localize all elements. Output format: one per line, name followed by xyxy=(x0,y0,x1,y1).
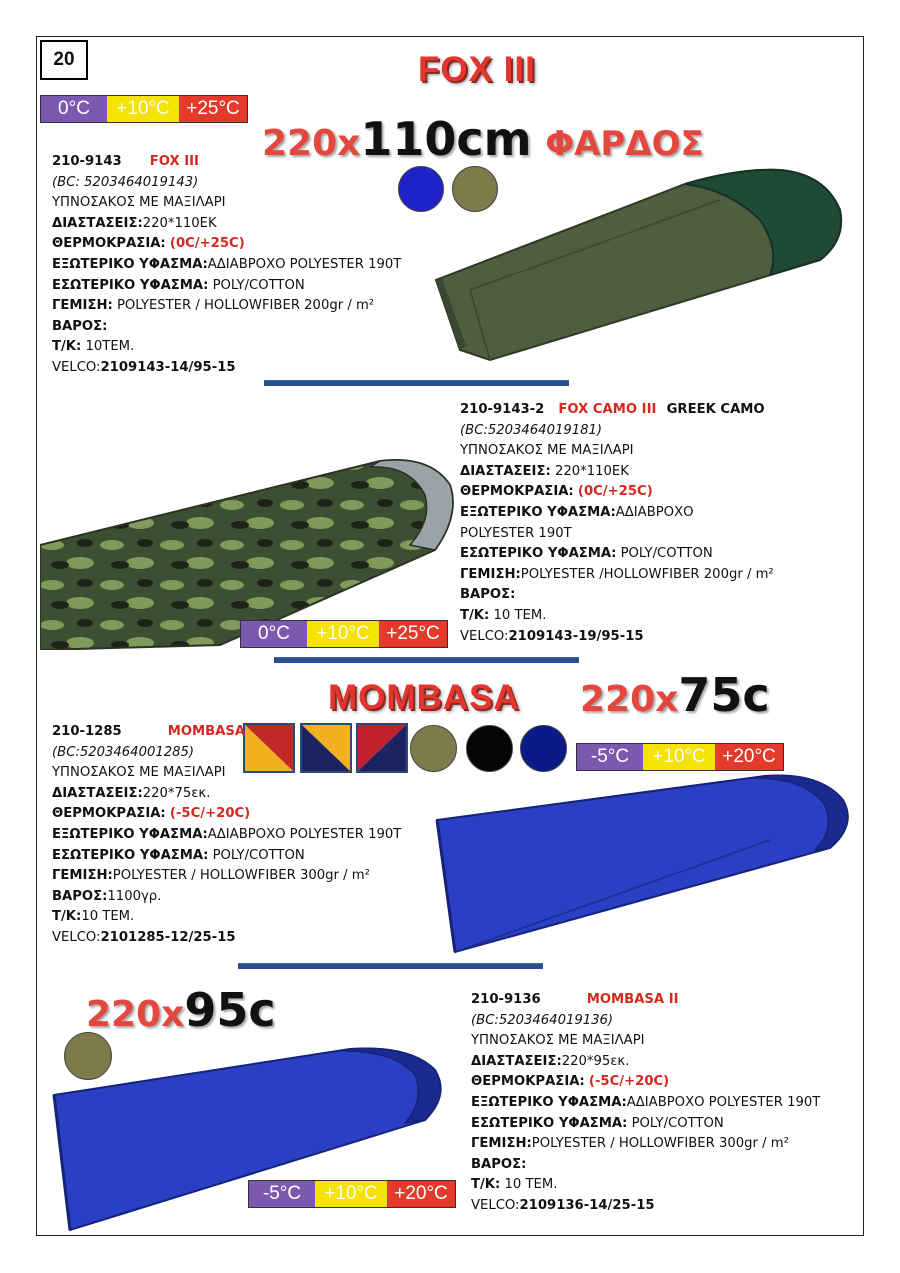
spec-label: ΕΣΩΤΕΡΙΚΟ ΥΦΑΣΜΑ: xyxy=(460,546,617,562)
barcode: (BC:5203464001285) xyxy=(52,744,195,760)
description: ΥΠΝΟΣΑΚΟΣ ΜΕ ΜΑΞΙΛΑΡΙ xyxy=(52,765,226,781)
spec-value: POLY/COTTON xyxy=(627,1115,724,1131)
spec-value: 10ΤΕΜ. xyxy=(81,339,135,355)
product-name: FOX CAMO III xyxy=(558,402,657,417)
temp-seg-cold: 0°C xyxy=(41,96,107,122)
spec-value: ΑΔΙΑΒΡΟΧΟ POLYESTER 190T xyxy=(207,826,402,842)
spec-value: POLYESTER / HOLLOWFIBER 300gr / m² xyxy=(112,868,370,884)
temp-bar-camo xyxy=(240,620,448,648)
spec-value: POLYESTER / HOLLOWFIBER 200gr / m² xyxy=(112,298,375,314)
product-name: FOX III xyxy=(149,154,199,169)
dim-main: 110cm xyxy=(360,112,532,166)
temp-seg-mid: +10°C xyxy=(643,744,715,770)
mombasa-dimension-heading xyxy=(580,668,770,722)
color-swatch-navy xyxy=(520,725,567,772)
section-divider xyxy=(264,380,569,386)
spec-label: ΕΣΩΤΕΡΙΚΟ ΥΦΑΣΜΑ: xyxy=(471,1115,628,1131)
spec-label: ΔΙΑΣΤΑΣΕΙΣ: xyxy=(52,215,143,231)
fox-sleeping-bag-image xyxy=(430,160,860,370)
spec-value: ΑΔΙΑΒΡΟΧΟ xyxy=(615,504,694,520)
spec-label: ΕΣΩΤΕΡΙΚΟ ΥΦΑΣΜΑ: xyxy=(52,847,209,863)
spec-value: 10 ΤΕΜ. xyxy=(489,607,547,623)
product-name: MOMBASA II xyxy=(586,992,679,1007)
spec-label: Τ/Κ: xyxy=(52,339,82,355)
spec-label: ΕΞΩΤΕΡΙΚΟ ΥΦΑΣΜΑ: xyxy=(52,256,208,272)
barcode: (BC:5203464019136) xyxy=(471,1012,614,1028)
temp-value: (0C/+25C) xyxy=(577,484,653,500)
temp-value: (-5C/+20C) xyxy=(169,806,251,822)
velco-code: 2109136-14/25-15 xyxy=(519,1197,655,1213)
spec-label: ΓΕΜΙΣΗ: xyxy=(52,868,113,884)
temp-seg-hot: +20°C xyxy=(387,1181,455,1207)
product-spec-210-1285 xyxy=(52,722,401,949)
temp-bar-mombasa xyxy=(576,743,784,771)
spec-label: ΒΑΡΟΣ: xyxy=(471,1156,527,1172)
velco-code: 2109143-14/95-15 xyxy=(100,359,236,375)
dim-suffix: ΦΑΡΔΟΣ xyxy=(545,124,704,164)
temp-seg-mid: +10°C xyxy=(307,621,379,647)
spec-value: 10 ΤΕΜ. xyxy=(81,909,135,925)
page-number: 20 xyxy=(40,40,88,80)
spec-value: 220*110ΕΚ xyxy=(142,215,217,231)
mombasa-sleeping-bag-image xyxy=(425,770,860,955)
spec-value: POLY/COTTON xyxy=(616,546,713,562)
spec-label: VELCO: xyxy=(52,929,101,945)
temp-value: (-5C/+20C) xyxy=(588,1074,670,1090)
product-spec-210-9136 xyxy=(471,990,820,1217)
spec-value: POLYESTER 190T xyxy=(460,525,572,541)
dim-main: 95c xyxy=(184,983,276,1037)
mombasa-title: MOMBASA xyxy=(328,678,520,717)
spec-value: 1100γρ. xyxy=(107,888,162,904)
temp-bar-mombasa2 xyxy=(248,1180,456,1208)
spec-label: ΕΞΩΤΕΡΙΚΟ ΥΦΑΣΜΑ: xyxy=(52,826,208,842)
temp-seg-cold: -5°C xyxy=(249,1181,315,1207)
spec-value: 220*75εκ. xyxy=(142,785,211,801)
dim-main: 75c xyxy=(678,668,770,722)
spec-label: ΘΕΡΜΟΚΡΑΣΙΑ: xyxy=(460,484,574,500)
spec-value: 10 ΤΕΜ. xyxy=(500,1177,558,1193)
barcode: (BC: 5203464019143) xyxy=(52,174,199,190)
spec-value: 220*110ΕΚ xyxy=(550,463,629,479)
temp-seg-hot: +25°C xyxy=(379,621,447,647)
temp-seg-mid: +10°C xyxy=(315,1181,387,1207)
spec-label: ΘΕΡΜΟΚΡΑΣΙΑ: xyxy=(471,1074,585,1090)
spec-label: ΘΕΡΜΟΚΡΑΣΙΑ: xyxy=(52,236,166,252)
spec-label: VELCO: xyxy=(471,1197,520,1213)
fox-title: FOX III xyxy=(418,50,536,89)
spec-label: VELCO: xyxy=(460,628,509,644)
spec-label: VELCO: xyxy=(52,359,101,375)
spec-label: Τ/Κ: xyxy=(52,909,82,925)
temp-seg-cold: 0°C xyxy=(241,621,307,647)
spec-label: ΓΕΜΙΣΗ: xyxy=(460,566,521,582)
mombasa2-dimension-heading xyxy=(86,983,276,1037)
product-code: 210-9143 xyxy=(52,154,122,169)
spec-value: POLY/COTTON xyxy=(208,277,305,293)
temp-seg-cold: -5°C xyxy=(577,744,643,770)
description: ΥΠΝΟΣΑΚΟΣ ΜΕ ΜΑΞΙΛΑΡΙ xyxy=(460,443,634,459)
product-spec-210-9143-2 xyxy=(460,400,774,647)
color-swatch-olive xyxy=(410,725,457,772)
temp-seg-mid: +10°C xyxy=(107,96,179,122)
spec-label: ΕΣΩΤΕΡΙΚΟ ΥΦΑΣΜΑ: xyxy=(52,277,209,293)
product-extra: GREEK CAMO xyxy=(666,402,765,417)
product-code: 210-1285 xyxy=(52,724,122,739)
temp-bar-fox xyxy=(40,95,248,123)
spec-label: ΓΕΜΙΣΗ: xyxy=(471,1136,532,1152)
description: ΥΠΝΟΣΑΚΟΣ ΜΕ ΜΑΞΙΛΑΡΙ xyxy=(471,1033,645,1049)
spec-value: POLYESTER /HOLLOWFIBER 200gr / m² xyxy=(520,566,774,582)
spec-label: ΕΞΩΤΕΡΙΚΟ ΥΦΑΣΜΑ: xyxy=(471,1094,627,1110)
spec-value: 220*95εκ. xyxy=(561,1053,630,1069)
dim-prefix: 220x xyxy=(262,123,361,164)
product-code: 210-9136 xyxy=(471,992,541,1007)
section-divider xyxy=(238,963,543,969)
spec-value: POLY/COTTON xyxy=(208,847,305,863)
spec-label: Τ/Κ: xyxy=(471,1177,501,1193)
spec-label: ΔΙΑΣΤΑΣΕΙΣ: xyxy=(460,463,551,479)
spec-label: ΒΑΡΟΣ: xyxy=(460,587,516,603)
spec-label: ΔΙΑΣΤΑΣΕΙΣ: xyxy=(471,1053,562,1069)
color-swatch-black xyxy=(466,725,513,772)
velco-code: 2109143-19/95-15 xyxy=(508,628,644,644)
spec-label: ΒΑΡΟΣ: xyxy=(52,318,108,334)
dim-prefix: 220x xyxy=(86,994,185,1035)
spec-label: Τ/Κ: xyxy=(460,607,490,623)
temp-seg-hot: +25°C xyxy=(179,96,247,122)
velco-code: 2101285-12/25-15 xyxy=(100,929,236,945)
dim-prefix: 220x xyxy=(580,679,679,720)
description: ΥΠΝΟΣΑΚΟΣ ΜΕ ΜΑΞΙΛΑΡΙ xyxy=(52,195,226,211)
spec-value: ΑΔΙΑΒΡΟΧΟ POLYESTER 190T xyxy=(626,1094,821,1110)
barcode: (BC:5203464019181) xyxy=(460,422,603,438)
spec-value: ΑΔΙΑΒΡΟΧΟ POLYESTER 190T xyxy=(207,256,402,272)
spec-label: ΔΙΑΣΤΑΣΕΙΣ: xyxy=(52,785,143,801)
temp-value: (0C/+25C) xyxy=(169,236,245,252)
spec-label: ΕΞΩΤΕΡΙΚΟ ΥΦΑΣΜΑ: xyxy=(460,504,616,520)
temp-seg-hot: +20°C xyxy=(715,744,783,770)
section-divider xyxy=(274,657,579,663)
spec-value: POLYESTER / HOLLOWFIBER 300gr / m² xyxy=(531,1136,789,1152)
spec-label: ΘΕΡΜΟΚΡΑΣΙΑ: xyxy=(52,806,166,822)
spec-label: ΓΕΜΙΣΗ: xyxy=(52,298,113,314)
spec-label: ΒΑΡΟΣ: xyxy=(52,888,108,904)
product-spec-210-9143 xyxy=(52,152,401,379)
product-code: 210-9143-2 xyxy=(460,402,545,417)
product-name: MOMBASA xyxy=(167,724,246,739)
